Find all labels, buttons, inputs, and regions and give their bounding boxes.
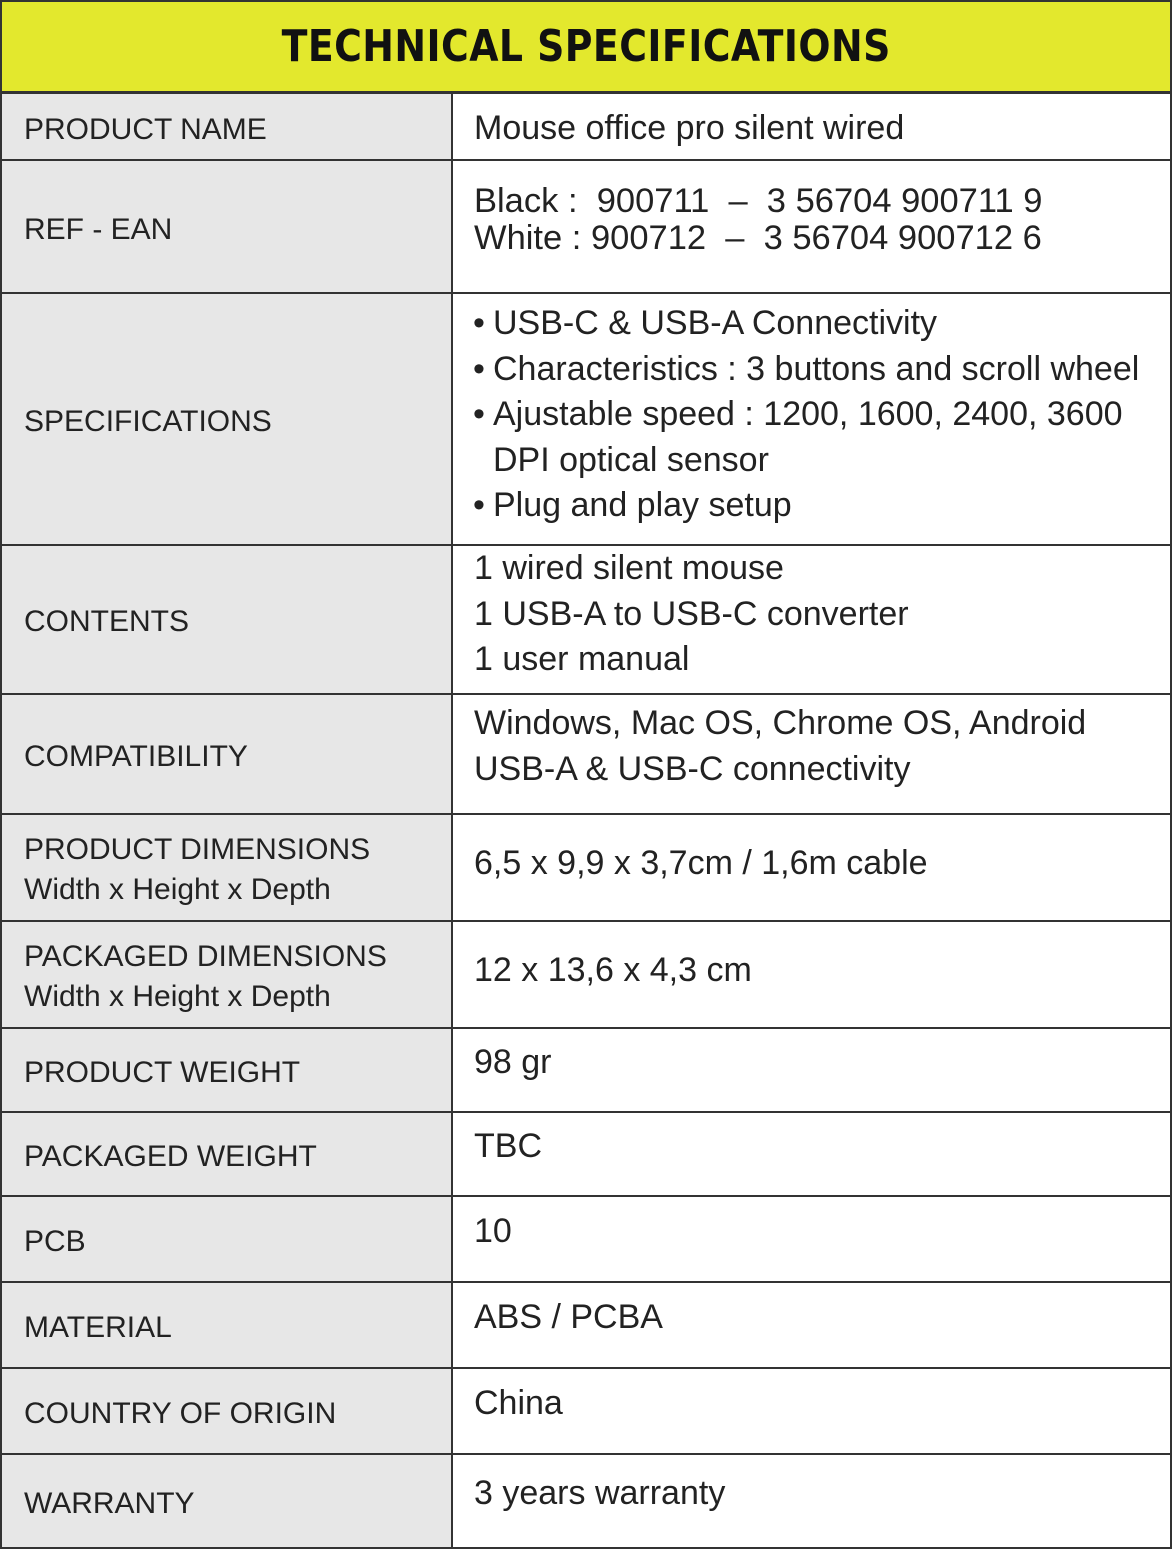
list-item: 1 user manual (474, 640, 690, 678)
row-value: Mouse office pro silent wired (452, 93, 1171, 160)
table-row (1, 1112, 1171, 1196)
row-value: 10 (452, 1196, 1171, 1282)
row-value (452, 694, 1171, 814)
ref-line: Black : 900711 – 3 56704 900711 9 (474, 181, 1043, 220)
row-sublabel: Width x Height x Depth (24, 873, 331, 906)
table-row (1, 160, 1171, 293)
list-item: • Characteristics : 3 buttons and scroll wheel (473, 349, 1140, 388)
ref-line: White : 900712 – 3 56704 900712 6 (474, 218, 1042, 257)
row-value: 12 x 13,6 x 4,3 cm (452, 921, 1171, 1028)
title-banner (0, 0, 1172, 93)
row-value: ABS / PCBA (452, 1282, 1171, 1368)
table-row (1, 814, 1171, 921)
page-title: TECHNICAL SPECIFICATIONS (281, 21, 891, 72)
row-label: PACKAGED WEIGHT (1, 1112, 452, 1196)
row-label: WARRANTY (1, 1454, 452, 1548)
row-value (452, 545, 1171, 694)
table-row (1, 545, 1171, 694)
row-label: CONTENTS (1, 545, 452, 694)
row-value: 6,5 x 9,9 x 3,7cm / 1,6m cable (452, 814, 1171, 921)
row-label: REF - EAN (1, 160, 452, 293)
list-item: 1 USB-A to USB-C converter (474, 594, 909, 633)
row-label: PACKAGED DIMENSIONS Width x Height x Depth (1, 921, 452, 1028)
row-value: 3 years warranty (452, 1454, 1171, 1548)
list-item: • Plug and play setup (473, 486, 792, 525)
table-row (1, 694, 1171, 814)
table-row (1, 921, 1171, 1028)
row-label: PRODUCT DIMENSIONS Width x Height x Depth (1, 814, 452, 921)
list-item: 1 wired silent mouse (474, 549, 784, 587)
row-label: PRODUCT NAME (1, 93, 452, 160)
row-value: TBC (452, 1112, 1171, 1196)
row-label: COUNTRY OF ORIGIN (1, 1368, 452, 1454)
list-item: USB-A & USB-C connectivity (474, 749, 911, 788)
row-label: MATERIAL (1, 1282, 452, 1368)
table-row (1, 1282, 1171, 1368)
row-value (452, 160, 1171, 293)
table-row (1, 293, 1171, 545)
list-item: • Ajustable speed : 1200, 1600, 2400, 3600 DPI optical sensor (473, 395, 1123, 479)
row-value (452, 293, 1171, 545)
table-row (1, 1368, 1171, 1454)
row-value: China (452, 1368, 1171, 1454)
row-label: PRODUCT WEIGHT (1, 1028, 452, 1112)
table-row (1, 1028, 1171, 1112)
table-row (1, 93, 1171, 160)
row-label: SPECIFICATIONS (1, 293, 452, 545)
table-row (1, 1454, 1171, 1548)
row-value: 98 gr (452, 1028, 1171, 1112)
row-label: PCB (1, 1196, 452, 1282)
spec-table (0, 92, 1172, 1549)
row-label: COMPATIBILITY (1, 694, 452, 814)
list-item: Windows, Mac OS, Chrome OS, Android (474, 704, 1087, 742)
table-row (1, 1196, 1171, 1282)
row-sublabel: Width x Height x Depth (24, 980, 331, 1013)
list-item: • USB-C & USB-A Connectivity (473, 304, 938, 343)
